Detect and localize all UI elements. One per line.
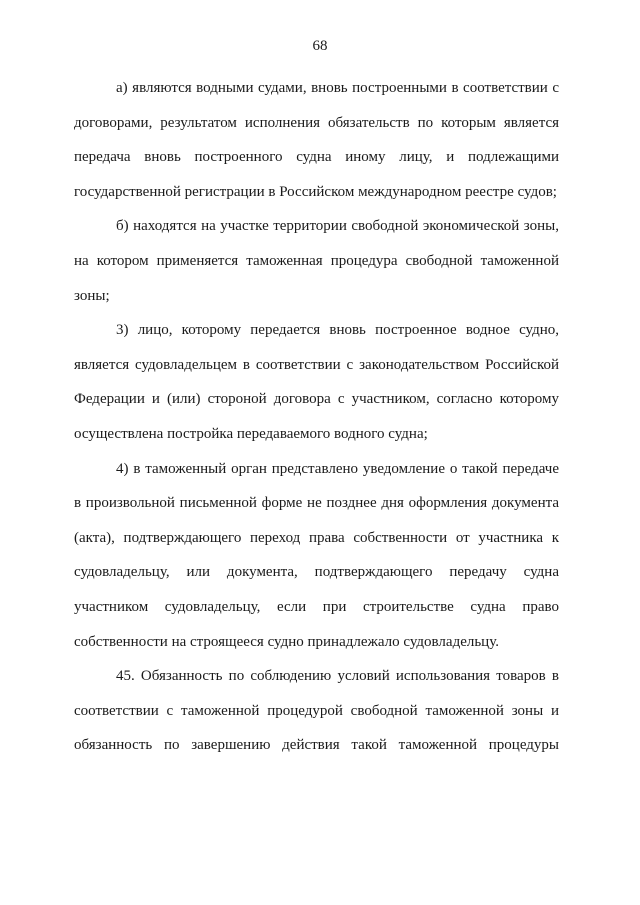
paragraph-a: а) являются водными судами, вновь построенными в соответствии с договорами, результатом исполнения обязательств по которым является передача вновь построенного судна иному лицу, и подлежащими государственной регистрации в Российском международном реестре судов; (74, 80, 559, 200)
page-number: 68 (312, 38, 328, 54)
paragraph-3: 3) лицо, которому передается вновь построенное водное судно, является судовладельцем в соответствии с законодательством Российской Федерации и (или) стороной договора с участником, согласно которому осуществлена постройка передаваемого водного судна; (74, 322, 559, 442)
paragraph-b: б) находятся на участке территории свободной экономической зоны, на котором применяется таможенная процедура свободной таможенной зоны; (74, 218, 559, 304)
paragraph-45: 45. Обязанность по соблюдению условий использования товаров в соответствии с таможенной процедурой свободной таможенной зоны и обязанность по завершению действия такой таможенной процедуры (74, 668, 559, 754)
paragraph-4: 4) в таможенный орган представлено уведомление о такой передаче в произвольной письменной форме не позднее дня оформления документа (акта), подтверждающего переход права собственности от участника к судовладельцу, или документа, подтверждающего передачу судна участником судовладельцу, если при строительстве судна право собственности на строящееся судно принадлежало судовладельцу. (74, 460, 559, 650)
document-body (74, 71, 559, 763)
